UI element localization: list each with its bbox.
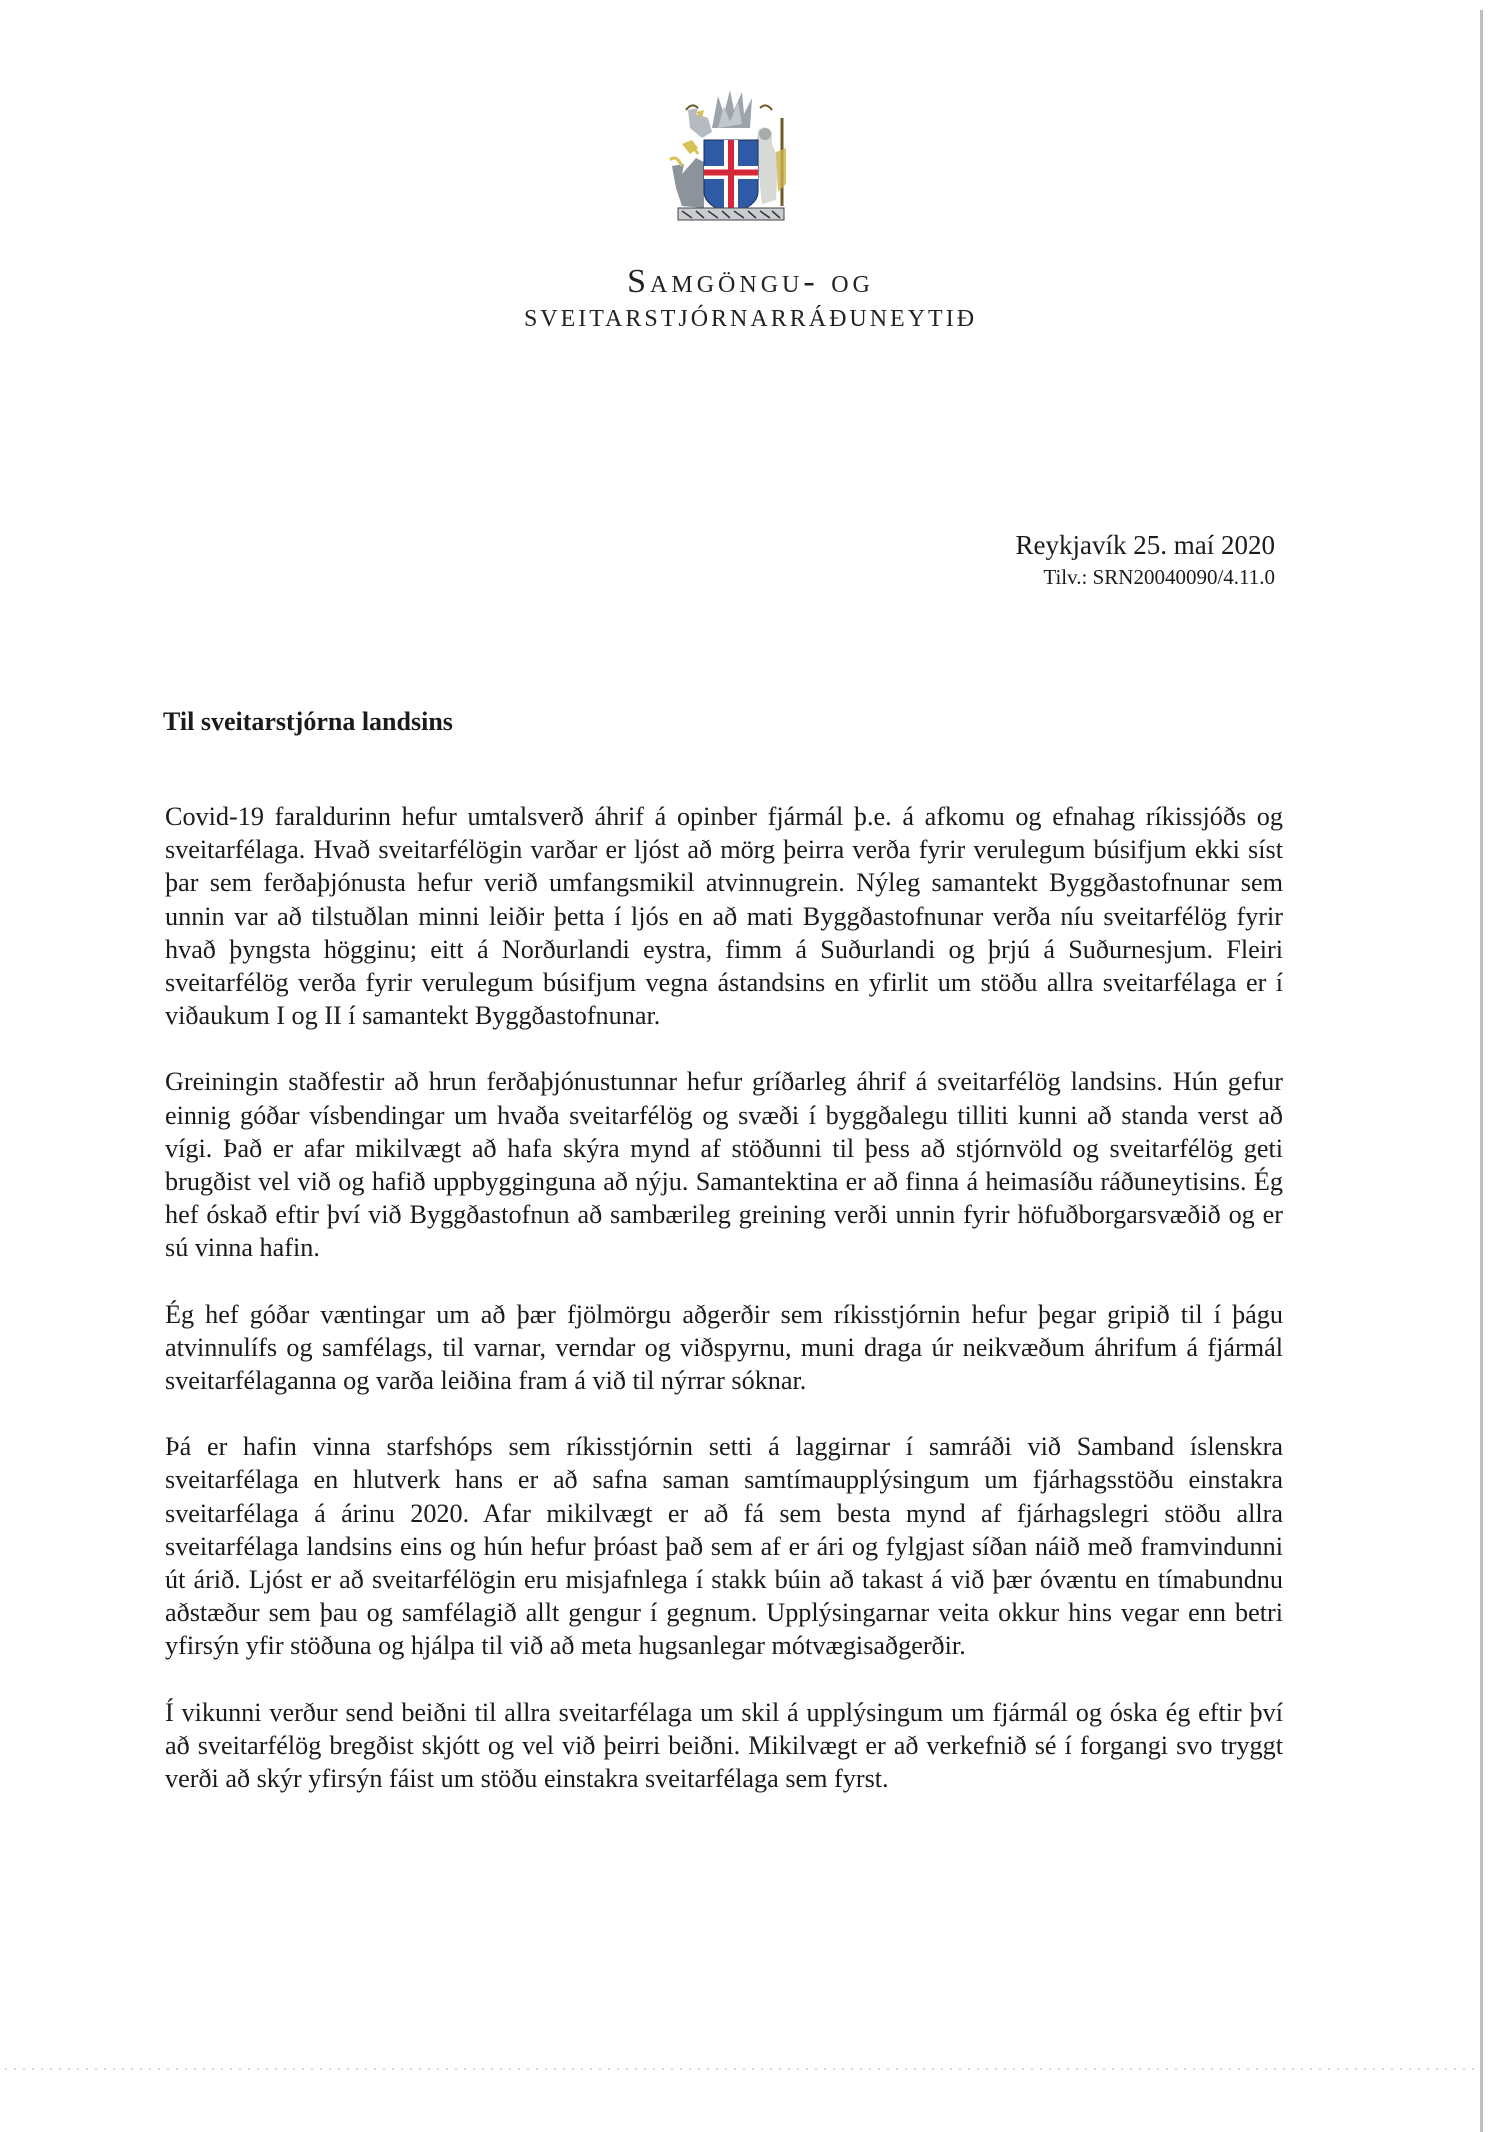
footer-dotted-line: [5, 2068, 1475, 2070]
recipient-heading: Til sveitarstjórna landsins: [163, 707, 453, 736]
ministry-name: [0, 264, 1501, 334]
letter-body: [165, 800, 1283, 1828]
reference-number: Tilv.: SRN20040090/4.11.0: [1043, 565, 1275, 589]
coat-of-arms-icon: [668, 88, 794, 224]
body-paragraph: Greiningin staðfestir að hrun ferðaþjónustunnar hefur gríðarleg áhrif á sveitarfélög landsins. Hún gefur einnig góðar vísbendingar um hvaða sveitarfélög og svæði í byggðalegu tilliti kunni að standa verst að vígi. Það er afar mikilvægt að hafa skýra mynd af stöðunni til þess að stjórnvöld og sveitarfélög geti brugðist vel við og hafið uppbygginguna að nýju. Samantektina er að finna á heimasíðu ráðuneytisins. Ég hef óskað eftir því við Byggðastofnun að sambærileg greining verði unnin fyrir höfuðborgarsvæðið og er sú vinna hafin.: [165, 1067, 1283, 1263]
date-reference-block: [1016, 528, 1275, 592]
body-paragraph: Covid-19 faraldurinn hefur umtalsverð áhrif á opinber fjármál þ.e. á afkomu og efnahag ríkissjóðs og sveitarfélaga. Hvað sveitarfélögin varðar er ljóst að mörg þeirra verða fyrir verulegum búsifjum ekki síst þar sem ferðaþjónusta hefur verið umfangsmikil atvinnugrein. Nýleg samantekt Byggðastofnunar sem unnin var að tilstuðlan minni leiðir þetta í ljós en að mati Byggðastofnunar verða níu sveitarfélög fyrir hvað þyngsta högginu; eitt á Norðurlandi eystra, fimm á Suðurlandi og þrjú á Suðurnesjum. Fleiri sveitarfélög verða fyrir verulegum búsifjum vegna ástandsins en yfirlit um stöðu allra sveitarfélaga er í viðaukum I og II í samantekt Byggðastofnunar.: [165, 802, 1283, 1031]
ministry-name-line1: Samgöngu- og: [627, 263, 874, 300]
letter-date: Reykjavík 25. maí 2020: [1015, 530, 1275, 560]
ministry-name-line2: sveitarstjórnarráðuneytið: [523, 297, 978, 334]
body-paragraph: Þá er hafin vinna starfshóps sem ríkisstjórnin setti á laggirnar í samráði við Samband íslenskra sveitarfélaga en hlutverk hans er að safna saman samtímaupplýsingum um fjárhagsstöðu einstakra sveitarfélaga á árinu 2020. Afar mikilvægt er að fá sem besta mynd af fjárhagslegri stöðu allra sveitarfélaga landsins eins og hún hefur þróast það sem af er ári og fylgjast síðan náið með framvindunni út árið. Ljóst er að sveitarfélögin eru misjafnlega í stakk búin að takast á við þær óvæntu en tímabundnu aðstæður sem þau og samfélagið allt gengur í gegnum. Upplýsingarnar veita okkur hins vegar enn betri yfirsýn yfir stöðuna og hjálpa til við að meta hugsanlegar mótvægisaðgerðir.: [165, 1432, 1283, 1661]
body-paragraph: Ég hef góðar væntingar um að þær fjölmörgu aðgerðir sem ríkisstjórnin hefur þegar gripið til í þágu atvinnulífs og samfélags, til varnar, verndar og viðspyrnu, muni draga úr neikvæðum áhrifum á fjármál sveitarfélaganna og varða leiðina fram á við til nýrrar sóknar.: [165, 1299, 1283, 1396]
body-paragraph: Í vikunni verður send beiðni til allra sveitarfélaga um skil á upplýsingum um fjármál og óska ég eftir því að sveitarfélög bregðist skjótt og vel við þeirri beiðni. Mikilvægt er að verkefnið sé í forgangi svo tryggt verði að skýr yfirsýn fáist um stöðu einstakra sveitarfélaga sem fyrst.: [165, 1697, 1283, 1794]
